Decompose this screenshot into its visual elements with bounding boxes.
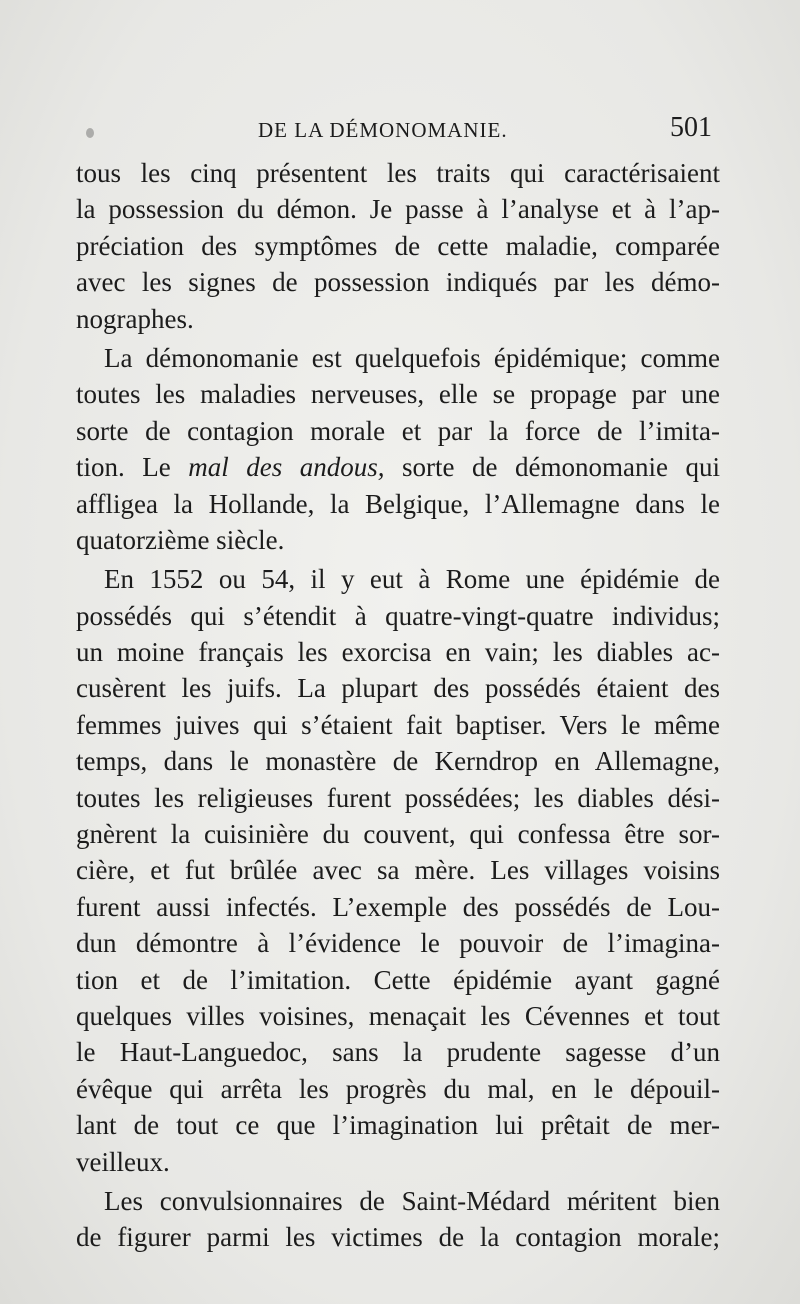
text-line: cusèrent les juifs. La plupart des possédés étaient des — [76, 673, 720, 704]
text-line: avec les signes de possession indiqués par les démo- — [76, 267, 720, 298]
text-line: tous les cinq présentent les traits qui caractérisaient — [76, 158, 720, 188]
text-line: préciation des symptômes de cette maladie, comparée — [76, 230, 720, 261]
text-line: dun démontre à l’évidence le pouvoir de l’imagina- — [76, 928, 720, 959]
text-line: quatorzième siècle. — [76, 524, 285, 555]
running-title: DE LA DÉMONOMANIE. — [258, 118, 508, 142]
text-line: La démonomanie est quelquefois épidémique; comme — [104, 342, 720, 373]
body-text — [76, 155, 720, 1256]
text-line-italic — [76, 449, 720, 485]
italic-term: mal des andous, — [188, 452, 385, 483]
text-line: furent aussi infectés. L’exemple des possédés de Lou- — [76, 891, 720, 922]
text-line: toutes les religieuses furent possédées; les diables dési- — [76, 782, 720, 813]
page-header — [0, 112, 800, 148]
text-line: Les convulsionnaires de Saint-Médard méritent bien — [104, 1185, 720, 1216]
text-line: veilleux. — [76, 1146, 170, 1177]
text-line: femmes juives qui s’étaient fait baptiser. Vers le même — [76, 709, 720, 740]
text-line: temps, dans le monastère de Kerndrop en Allemagne, — [76, 746, 720, 777]
text-line: lant de tout ce que l’imagination lui prêtait de mer- — [76, 1110, 720, 1141]
text-span: sorte de démonomanie qui — [384, 452, 720, 483]
text-line: de figurer parmi les victimes de la contagion morale; — [76, 1222, 720, 1253]
text-line: En 1552 ou 54, il y eut à Rome une épidémie de — [104, 564, 720, 595]
page-number: 501 — [670, 112, 712, 143]
text-line: un moine français les exorcisa en vain; les diables ac- — [76, 637, 720, 668]
text-line: le Haut-Languedoc, sans la prudente sagesse d’un — [76, 1037, 720, 1068]
text-line: tion et de l’imitation. Cette épidémie ayant gagné — [76, 964, 720, 995]
text-line: cière, et fut brûlée avec sa mère. Les villages voisins — [76, 855, 720, 886]
text-line: évêque qui arrêta les progrès du mal, en le dépouil- — [76, 1073, 720, 1104]
text-line: la possession du démon. Je passe à l’analyse et à l’ap- — [76, 194, 720, 225]
text-line: gnèrent la cuisinière du couvent, qui confessa être sor- — [76, 819, 720, 850]
text-line: affligea la Hollande, la Belgique, l’Allemagne dans le — [76, 488, 720, 519]
text-line: quelques villes voisines, menaçait les Cévennes et tout — [76, 1000, 720, 1031]
text-line: sorte de contagion morale et par la force de l’imita- — [76, 415, 720, 446]
text-span: tion. Le — [76, 452, 189, 483]
text-line: possédés qui s’étendit à quatre-vingt-quatre individus; — [76, 600, 720, 631]
text-line: toutes les maladies nerveuses, elle se propage par une — [76, 379, 720, 410]
text-line: nographes. — [76, 303, 194, 334]
